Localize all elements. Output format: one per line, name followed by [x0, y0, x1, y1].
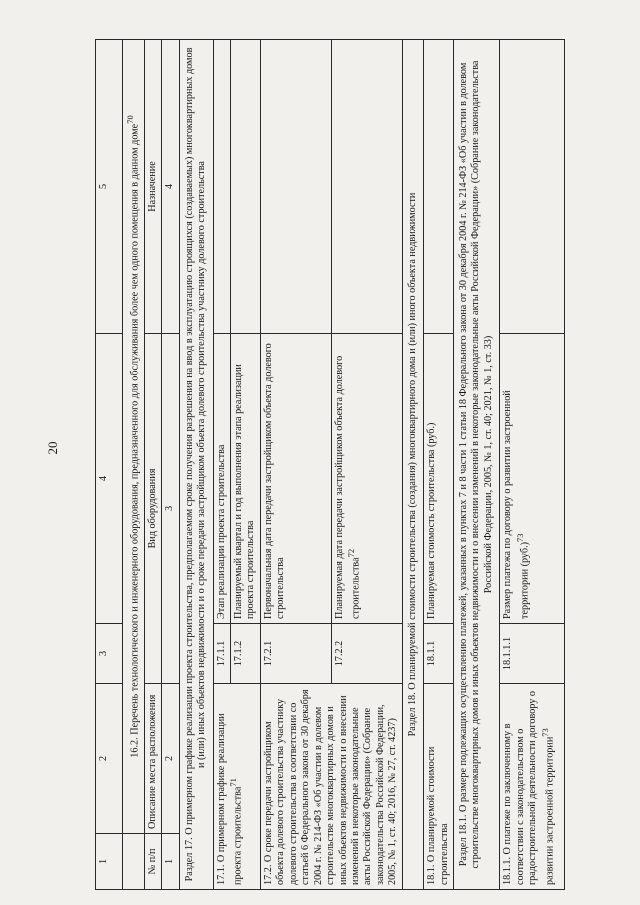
row-17-2-title: 17.2. О сроке передачи застройщиком объекта долевого строительства участнику долевого строительства в соответствии со статьей 6 Федерального закона от 30 декабря 2004 г. № 214-ФЗ «Об участии в долевом строительстве многоквартирных домов и иных объектов недвижимости и о внесении изменений в некоторые законодательные акты Российской Федерации» (Собрание законодательства Российской Федерации, 2005, № 1, ст. 40; 2016, № 27, ст. 4237)	[260, 684, 402, 890]
section-18-1-row	[454, 40, 500, 890]
rotated-form-table	[95, 40, 595, 890]
section-18-1-title: Раздел 18.1. О размере подлежащих осуществлению платежей, указанных в пунктах 7 и 8 части 1 статьи 18 Федерального закона от 30 декабря 2004 г. № 214-ФЗ «Об участии в долевом строительстве многоквартирных домов и иных объектов недвижимости и о внесении изменений в некоторые законодательные акты Российской Федерации» (Собрание законодательства Российской Федерации, 2005, № 1, ст. 40; 2021, № 1, ст. 33)	[454, 40, 500, 890]
row-17-1-1	[213, 40, 230, 890]
label-18-1-1-1: Размер платежа по договору о развитии застроенной территории $(руб.)^{73}$	[500, 334, 565, 624]
section-18-row	[402, 40, 423, 890]
subheader-place: Описание места расположения	[144, 684, 161, 834]
subheader-number-row	[162, 40, 179, 890]
section-16-2-row	[123, 40, 145, 890]
row-17-2-1	[260, 40, 331, 890]
value-18-1-1-1	[500, 40, 565, 334]
col-header-4: 4	[96, 334, 123, 624]
row-17-1-title: 17.1. О примерном графике реализации проекта строительства$^{71}$	[213, 684, 260, 890]
label-17-1-2: Планируемый квартал и год выполнения этапа реализации проекта строительства	[231, 334, 261, 624]
row-18-1-1-1	[500, 40, 565, 890]
value-17-1-1	[213, 40, 230, 334]
subheader-num-1: 1	[162, 834, 179, 890]
section-17-title: Раздел 17. О примерном графике реализации проекта строительства, предполагаемом сроке получения разрешения на ввод в эксплуатацию строящихся (создаваемых) многоквартирных домов и (или) иных объектов недвижимости и о сроке передачи застройщиком объекта долевого строительства участнику долевого строительства	[179, 40, 213, 890]
subheader-num-3: 3	[162, 334, 179, 684]
empty-cell	[123, 834, 145, 890]
subheader-num-4: 4	[162, 40, 179, 334]
code-18-1-1-1: 18.1.1.1	[500, 624, 565, 684]
label-17-2-1: Первоначальная дата передачи застройщиком объекта долевого строительства	[260, 334, 331, 624]
subheader-row	[144, 40, 161, 890]
section-17-row	[179, 40, 213, 890]
code-17-1-2: 17.1.2	[231, 624, 261, 684]
subheader-equip: Вид оборудования	[144, 334, 161, 684]
subheader-num-2: 2	[162, 684, 179, 834]
col-header-1: 1	[96, 834, 123, 890]
subheader-num: № п/п	[144, 834, 161, 890]
code-18-1-1: 18.1.1	[424, 624, 454, 684]
col-header-3: 3	[96, 624, 123, 684]
section-18-title: Раздел 18. О планируемой стоимости строительства (создания) многоквартирного дома и (или) иного объекта недвижимости	[402, 40, 423, 890]
code-17-2-2: 17.2.2	[331, 624, 402, 684]
label-17-2-2: Планируемая дата передачи застройщиком объекта долевого строительства$^{72}$	[331, 334, 402, 624]
subheader-purpose: Назначение	[144, 40, 161, 334]
form-table	[95, 39, 565, 890]
section-16-2-title: 16.2. Перечень технологического и инженерного оборудования, предназначенного для обслуживания более чем одного помещения в данном доме$^{70}$	[123, 40, 145, 834]
row-18-1-1	[424, 40, 454, 890]
column-number-row	[96, 40, 123, 890]
value-17-2-2	[331, 40, 402, 334]
code-17-1-1: 17.1.1	[213, 624, 230, 684]
value-17-2-1	[260, 40, 331, 334]
label-18-1-1: Планируемая стоимость строительства (руб.)	[424, 334, 454, 624]
row-18-1-title: 18.1. О планируемой стоимости строительства	[424, 684, 454, 890]
value-18-1-1	[424, 40, 454, 334]
col-header-5: 5	[96, 40, 123, 334]
code-17-2-1: 17.2.1	[260, 624, 331, 684]
row-18-1-1-title: 18.1.1. О платеже по заключенному в соответствии с законодательством о градостроительной деятельности договору о развитии застроенной территории$^{73}$	[500, 684, 565, 890]
label-17-1-1: Этап реализации проекта строительства	[213, 334, 230, 624]
col-header-2: 2	[96, 684, 123, 834]
page-number: 20	[45, 441, 60, 455]
value-17-1-2	[231, 40, 261, 334]
